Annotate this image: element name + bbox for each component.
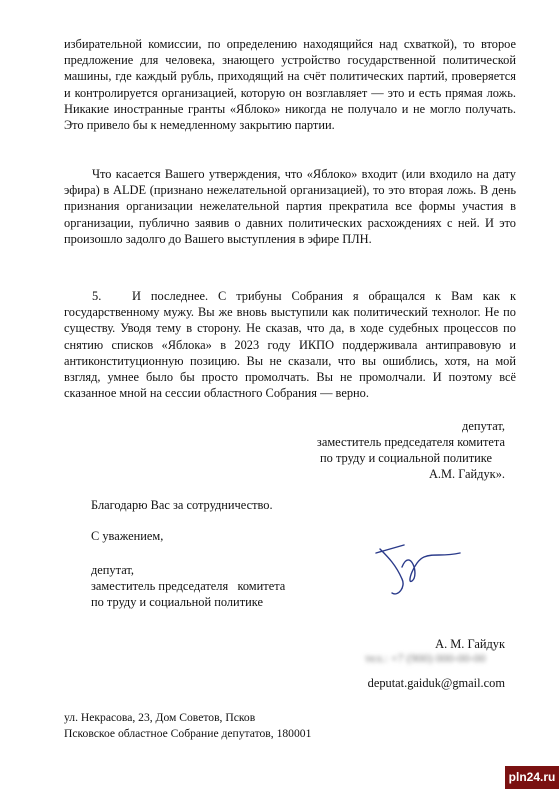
signature-block-1-line-3: по труду и социальной политике — [320, 451, 492, 465]
closing-thanks: Благодарю Вас за сотрудничество. — [91, 498, 273, 512]
signature-block-2-line-3: по труду и социальной политике — [91, 595, 263, 609]
footer-address: ул. Некрасова, 23, Дом Советов, Псков — [64, 711, 256, 724]
signature-block-1-line-2: заместитель председателя комитета — [316, 435, 505, 449]
watermark-badge: pln24.ru — [505, 766, 559, 789]
paragraph-intro: избирательной комиссии, по определению находящийся над схваткой), то второе предложение для человека, знающего устройство государственной политической машины, где каждый рубль, приходящий на счёт политических партий, проверяется и контролируется организацией, которую он возглавляет — это и есть прямая ложь. Никакие иностранные гранты «Яблоко» никогда не получало и не могло получать. Это привело бы к немедленному закрытию партии. — [64, 37, 516, 133]
footer-organization: Псковское областное Собрание депутатов, 180001 — [64, 727, 312, 740]
handwritten-signature — [362, 535, 472, 605]
paragraph-5: И последнее. С трибуны Собрания я обращался к Вам как к государственному мужу. Вы же вновь выступили как политический технолог. Не по существу. Уводя тему в сторону. Не сказав, что да, в ходе судебных процессов по снятию списков «Яблока» в 2023 году ИКПО поддерживала антиправовую и антиконституционную позицию. Вы не сказали, что вы ошиблись, хотя, на мой взгляд, умнее было бы просто промолчать. Вы не промолчали. И поэтому всё сказанное мной на сессии областного Собрания — верно. — [64, 289, 516, 401]
signature-block-1-line-1: депутат, — [462, 419, 505, 433]
sender-email: deputat.gaiduk@gmail.com — [367, 676, 505, 690]
paragraph-5-number: 5. — [92, 289, 102, 303]
signature-block-2-line-1: депутат, — [91, 563, 134, 577]
closing-regards: С уважением, — [91, 529, 164, 543]
signature-block-2-line-2: заместитель председателя комитета — [91, 579, 286, 593]
paragraph-alde: Что касается Вашего утверждения, что «Яблоко» входит (или входило на дату эфира) в ALDE (признано нежелательной организацией), то это вторая ложь. В день признания организации нежелательной партия прекратила все формы участия в организации, публично заявив о давних политических расхождениях с ней. И это произошло задолго до Вашего выступления в эфире ПЛН. — [64, 167, 516, 246]
sender-name: А. М. Гайдук — [435, 637, 505, 651]
sender-phone-redacted: тел.: +7 (900) 000-00-00 — [365, 651, 486, 665]
signature-block-1-line-4: А.М. Гайдук». — [428, 467, 505, 481]
